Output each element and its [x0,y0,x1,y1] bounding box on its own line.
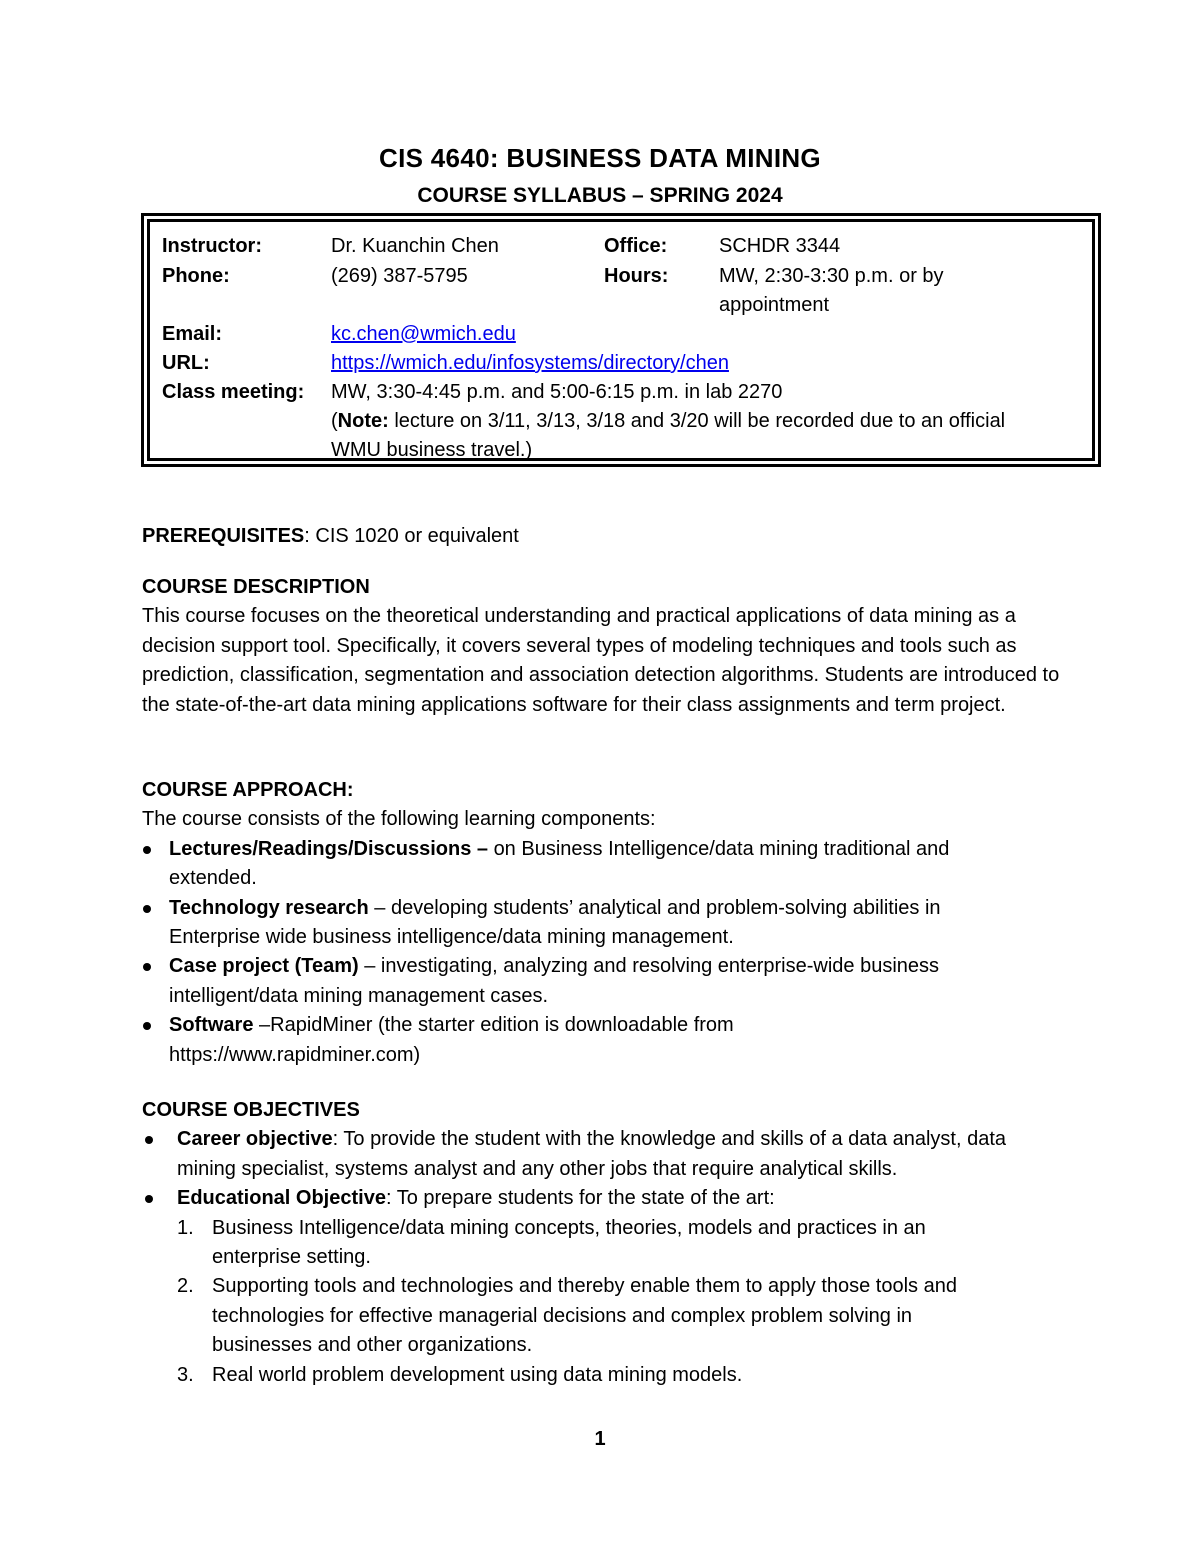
url-label: URL: [162,352,210,374]
office-label: Office: [604,235,668,257]
email-link[interactable]: kc.chen@wmich.edu [331,323,516,345]
list-item: Technology research – developing students’ analytical and problem-solving abilities in Enterprise wide business intelligence/data mining management. [142,894,1022,953]
page-number: 1 [594,1428,606,1450]
office-value: SCHDR 3344 [719,235,841,257]
class-meeting-value: MW, 3:30-4:45 p.m. and 5:00-6:15 p.m. in lab 2270 [331,381,783,403]
bullet-icon [143,963,151,971]
numbered-item: 1. Business Intelligence/data mining concepts, theories, models and practices in an enterprise setting. [177,1216,926,1269]
course-objectives-section [142,1096,1082,1390]
note-open-paren: ( [331,410,338,432]
list-item: Software –RapidMiner (the starter edition is downloadable from https://www.rapidminer.com) [142,1011,829,1070]
bullet-icon [143,846,151,854]
prerequisites-section [142,522,1082,551]
course-objectives-heading: COURSE OBJECTIVES [142,1099,360,1121]
class-meeting-label: Class meeting: [162,381,305,403]
course-description-text: This course focuses on the theoretical understanding and practical applications of data mining as a decision support tool. Specifically, it covers several types of modeling techniques and tools such as prediction, classification, segmentation and association detection algorithms. Students are introduced to the state-of-the-art data mining applications software for their class assignments and term project. [142,605,1060,716]
document-title: CIS 4640: BUSINESS DATA MINING [379,143,821,173]
class-note-line1 [331,407,1005,436]
hours-value-line2: appointment [719,294,830,316]
bullet-icon [143,1022,151,1030]
bullet-icon [145,1136,153,1144]
numbered-item: 2. Supporting tools and technologies and thereby enable them to apply those tools and technologies for effective managerial decisions and complex problem solving in businesses and other organizations. [177,1275,957,1357]
course-description-heading: COURSE DESCRIPTION [142,576,370,598]
document-subtitle: COURSE SYLLABUS – SPRING 2024 [417,184,783,207]
phone-label: Phone: [162,265,230,287]
list-item: Lectures/Readings/Discussions – on Business Intelligence/data mining traditional and extended. [142,835,1022,894]
url-link[interactable]: https://wmich.edu/infosystems/directory/chen [331,352,729,374]
instructor-value: Dr. Kuanchin Chen [331,235,499,257]
note-label: Note: [337,410,389,432]
prerequisites-text: : CIS 1020 or equivalent [304,525,519,547]
hours-label: Hours: [604,265,669,287]
course-approach-heading: COURSE APPROACH: [142,779,354,801]
course-approach-intro: The course consists of the following learning components: [142,808,656,831]
class-note-line2: WMU business travel.) [331,439,533,461]
instructor-info-box [141,213,1101,467]
bullet-icon [143,905,151,913]
list-item: Educational Objective: To prepare students for the state of the art: [142,1184,1042,1213]
bullet-icon [145,1195,153,1203]
course-approach-section [142,776,1082,1070]
list-item: Career objective: To provide the student with the knowledge and skills of a data analyst, data mining specialist, systems analyst and any other jobs that require analytical skills. [142,1125,1042,1184]
hours-value-line1: MW, 2:30-3:30 p.m. or by [719,265,944,287]
prerequisites-label: PREREQUISITES [142,525,305,547]
course-description-section [142,573,1082,720]
email-label: Email: [162,323,223,345]
numbered-item: 3. Real world problem development using data mining models. [177,1363,743,1386]
phone-value: (269) 387-5795 [331,265,468,287]
note-text: lecture on 3/11, 3/13, 3/18 and 3/20 will be recorded due to an official [388,410,1006,432]
list-item: Case project (Team) – investigating, analyzing and resolving enterprise-wide business intelligent/data mining management cases. [142,952,1022,1011]
instructor-label: Instructor: [162,235,262,257]
